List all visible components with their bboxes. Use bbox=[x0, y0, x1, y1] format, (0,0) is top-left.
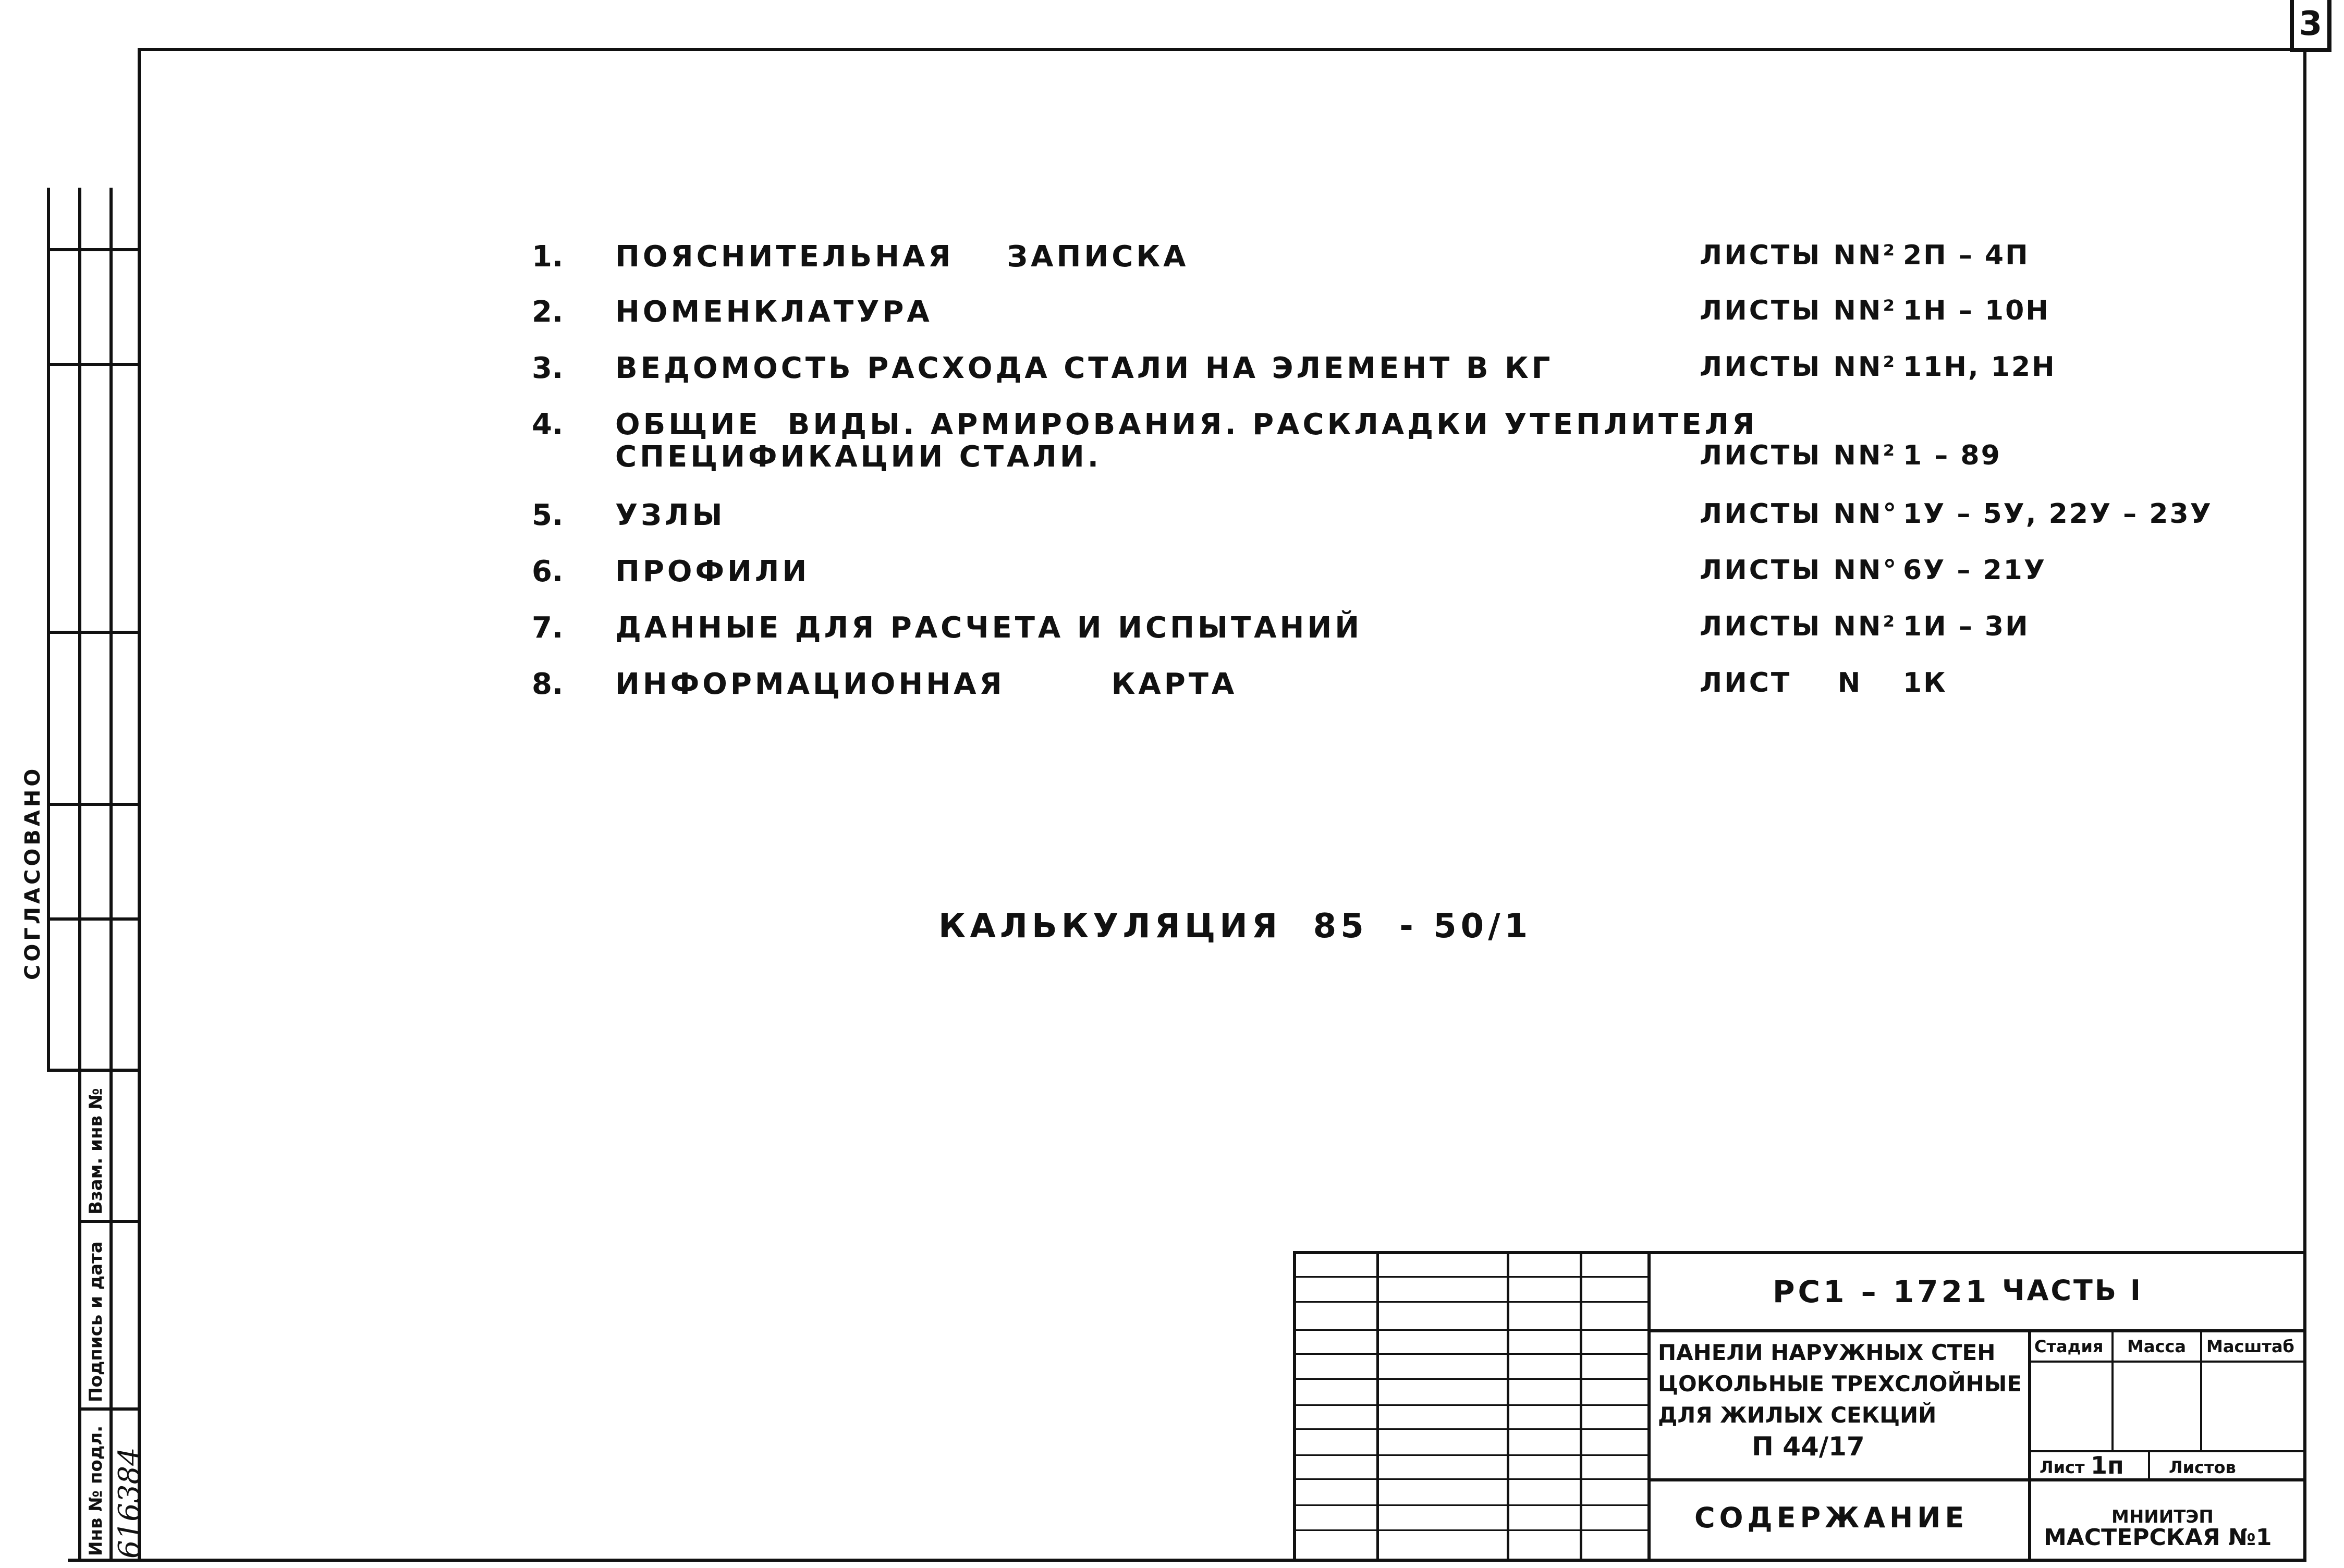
tb-line bbox=[1293, 1276, 1647, 1278]
tb-line bbox=[2111, 1329, 2114, 1452]
strip-line bbox=[78, 1220, 139, 1223]
tb-line bbox=[2028, 1450, 2304, 1452]
toc-sheets-range: 1И – 3И bbox=[1903, 611, 2030, 642]
tb-line bbox=[1293, 1329, 1647, 1331]
strip-line bbox=[78, 1407, 139, 1411]
toc-sheets-range: 1У – 5У, 22У – 23У bbox=[1903, 498, 2213, 530]
toc-number: 5. bbox=[532, 498, 564, 532]
toc-sheets-label: ЛИСТЫ NN° bbox=[1700, 555, 1899, 586]
sheet-label: Лист bbox=[2040, 1457, 2085, 1477]
sheet-title: СОДЕРЖАНИЕ bbox=[1694, 1501, 1969, 1534]
tb-line bbox=[1293, 1454, 1647, 1456]
sheet-value: 1п bbox=[2091, 1451, 2124, 1479]
toc-title: ОБЩИЕ ВИДЫ. АРМИРОВАНИЯ. РАСКЛАДКИ УТЕПЛИТЕЛЯ bbox=[615, 408, 1758, 442]
tb-line bbox=[1293, 1529, 1647, 1531]
description-line1: ПАНЕЛИ НАРУЖНЫХ СТЕН bbox=[1658, 1340, 1996, 1365]
toc-row bbox=[0, 295, 2344, 347]
toc-sheets-label: ЛИСТЫ NN² bbox=[1700, 295, 1897, 326]
toc-row bbox=[0, 408, 2344, 491]
document-code: РС1 – 1721 bbox=[1773, 1274, 1990, 1309]
toc-title: ИНФОРМАЦИОННАЯ КАРТА bbox=[615, 667, 1238, 701]
toc-sheets-label: ЛИСТЫ NN² bbox=[1700, 240, 1897, 271]
tb-line bbox=[1647, 1478, 2304, 1481]
tb-line bbox=[2028, 1361, 2304, 1363]
description-line2: ЦОКОЛЬНЫЕ ТРЕХСЛОЙНЫЕ bbox=[1658, 1371, 2022, 1396]
tb-line bbox=[2200, 1329, 2202, 1452]
tb-line bbox=[2028, 1329, 2031, 1559]
description-line3: ДЛЯ ЖИЛЫХ СЕКЦИЙ bbox=[1658, 1402, 1937, 1428]
toc-row bbox=[0, 240, 2344, 292]
scale-label: Масштаб bbox=[2206, 1337, 2294, 1356]
tb-line bbox=[1293, 1478, 1647, 1480]
toc-sheets-range: 1К bbox=[1903, 667, 1947, 699]
toc-title: УЗЛЫ bbox=[615, 498, 726, 532]
frame-bottom-line bbox=[68, 1559, 2306, 1562]
tb-line bbox=[1647, 1329, 2304, 1332]
description-line4: П 44/17 bbox=[1752, 1431, 1865, 1462]
tb-line bbox=[1293, 1301, 1647, 1303]
toc-number: 4. bbox=[532, 408, 564, 442]
strip-line bbox=[47, 1069, 139, 1072]
toc-row bbox=[0, 498, 2344, 550]
toc-sheets-range: 1Н – 10Н bbox=[1903, 295, 2050, 326]
tb-line bbox=[1293, 1428, 1647, 1430]
stage-label: Стадия bbox=[2034, 1337, 2104, 1356]
toc-row bbox=[0, 351, 2344, 403]
calculation-reference: КАЛЬКУЛЯЦИЯ 85 - 50/1 bbox=[938, 907, 1532, 946]
org-line1: МНИИТЭП bbox=[2111, 1506, 2214, 1527]
toc-sheets-range: 1 – 89 bbox=[1903, 440, 2001, 471]
toc-sheets-label: ЛИСТЫ NN² bbox=[1700, 440, 1897, 471]
toc-title: НОМЕНКЛАТУРА bbox=[615, 295, 933, 329]
toc-sheets-label: ЛИСТЫ NN² bbox=[1700, 351, 1897, 383]
vzam-inv-label: Взам. инв № bbox=[86, 1088, 106, 1215]
toc-number: 1. bbox=[532, 240, 564, 274]
document-part: ЧАСТЬ I bbox=[2002, 1274, 2143, 1307]
toc-title-line2: СПЕЦИФИКАЦИИ СТАЛИ. bbox=[615, 440, 1102, 474]
toc-title: ВЕДОМОСТЬ РАСХОДА СТАЛИ НА ЭЛЕМЕНТ В КГ bbox=[615, 351, 1554, 385]
toc-row bbox=[0, 667, 2344, 719]
toc-number: 8. bbox=[532, 667, 564, 701]
title-block bbox=[1293, 1251, 2304, 1559]
toc-number: 6. bbox=[532, 555, 564, 589]
tb-line bbox=[1293, 1404, 1647, 1406]
strip-line bbox=[78, 1069, 81, 1561]
frame-top-line bbox=[140, 48, 2303, 51]
tb-line bbox=[1293, 1504, 1647, 1506]
toc-number: 3. bbox=[532, 351, 564, 385]
podpis-data-label: Подпись и дата bbox=[86, 1241, 106, 1402]
tb-line bbox=[1647, 1251, 1651, 1559]
toc-title: ПРОФИЛИ bbox=[615, 555, 810, 589]
toc-title: ПОЯСНИТЕЛЬНАЯ ЗАПИСКА bbox=[615, 240, 1189, 274]
page-number: 3 bbox=[2290, 0, 2331, 52]
sheets-label: Листов bbox=[2169, 1457, 2236, 1477]
toc-number: 2. bbox=[532, 295, 564, 329]
tb-line bbox=[1293, 1378, 1647, 1380]
tb-line bbox=[1293, 1251, 2304, 1254]
toc-title: ДАННЫЕ ДЛЯ РАСЧЕТА И ИСПЫТАНИЙ bbox=[615, 611, 1363, 645]
mass-label: Масса bbox=[2127, 1337, 2186, 1356]
strip-line bbox=[47, 917, 139, 921]
toc-sheets-label: ЛИСТЫ NN² bbox=[1700, 611, 1897, 642]
tb-line bbox=[1293, 1353, 1647, 1355]
toc-sheets-range: 2П – 4П bbox=[1903, 240, 2030, 271]
approved-stamp: СОГЛАСОВАНО bbox=[21, 765, 45, 980]
inv-podl-label: Инв № подл. bbox=[86, 1425, 106, 1556]
toc-sheets-range: 11Н, 12Н bbox=[1903, 351, 2056, 383]
strip-line bbox=[47, 803, 139, 806]
toc-sheets-label: ЛИСТЫ NN° bbox=[1700, 498, 1899, 530]
inv-number-handwritten: 616384 bbox=[113, 1447, 146, 1559]
toc-row bbox=[0, 611, 2344, 663]
tb-line bbox=[2148, 1450, 2150, 1479]
toc-number: 7. bbox=[532, 611, 564, 645]
toc-sheets-label: ЛИСТ N bbox=[1700, 667, 1863, 699]
org-line2: МАСТЕРСКАЯ №1 bbox=[2044, 1524, 2272, 1551]
toc-row bbox=[0, 555, 2344, 607]
toc-sheets-range: 6У – 21У bbox=[1903, 555, 2046, 586]
